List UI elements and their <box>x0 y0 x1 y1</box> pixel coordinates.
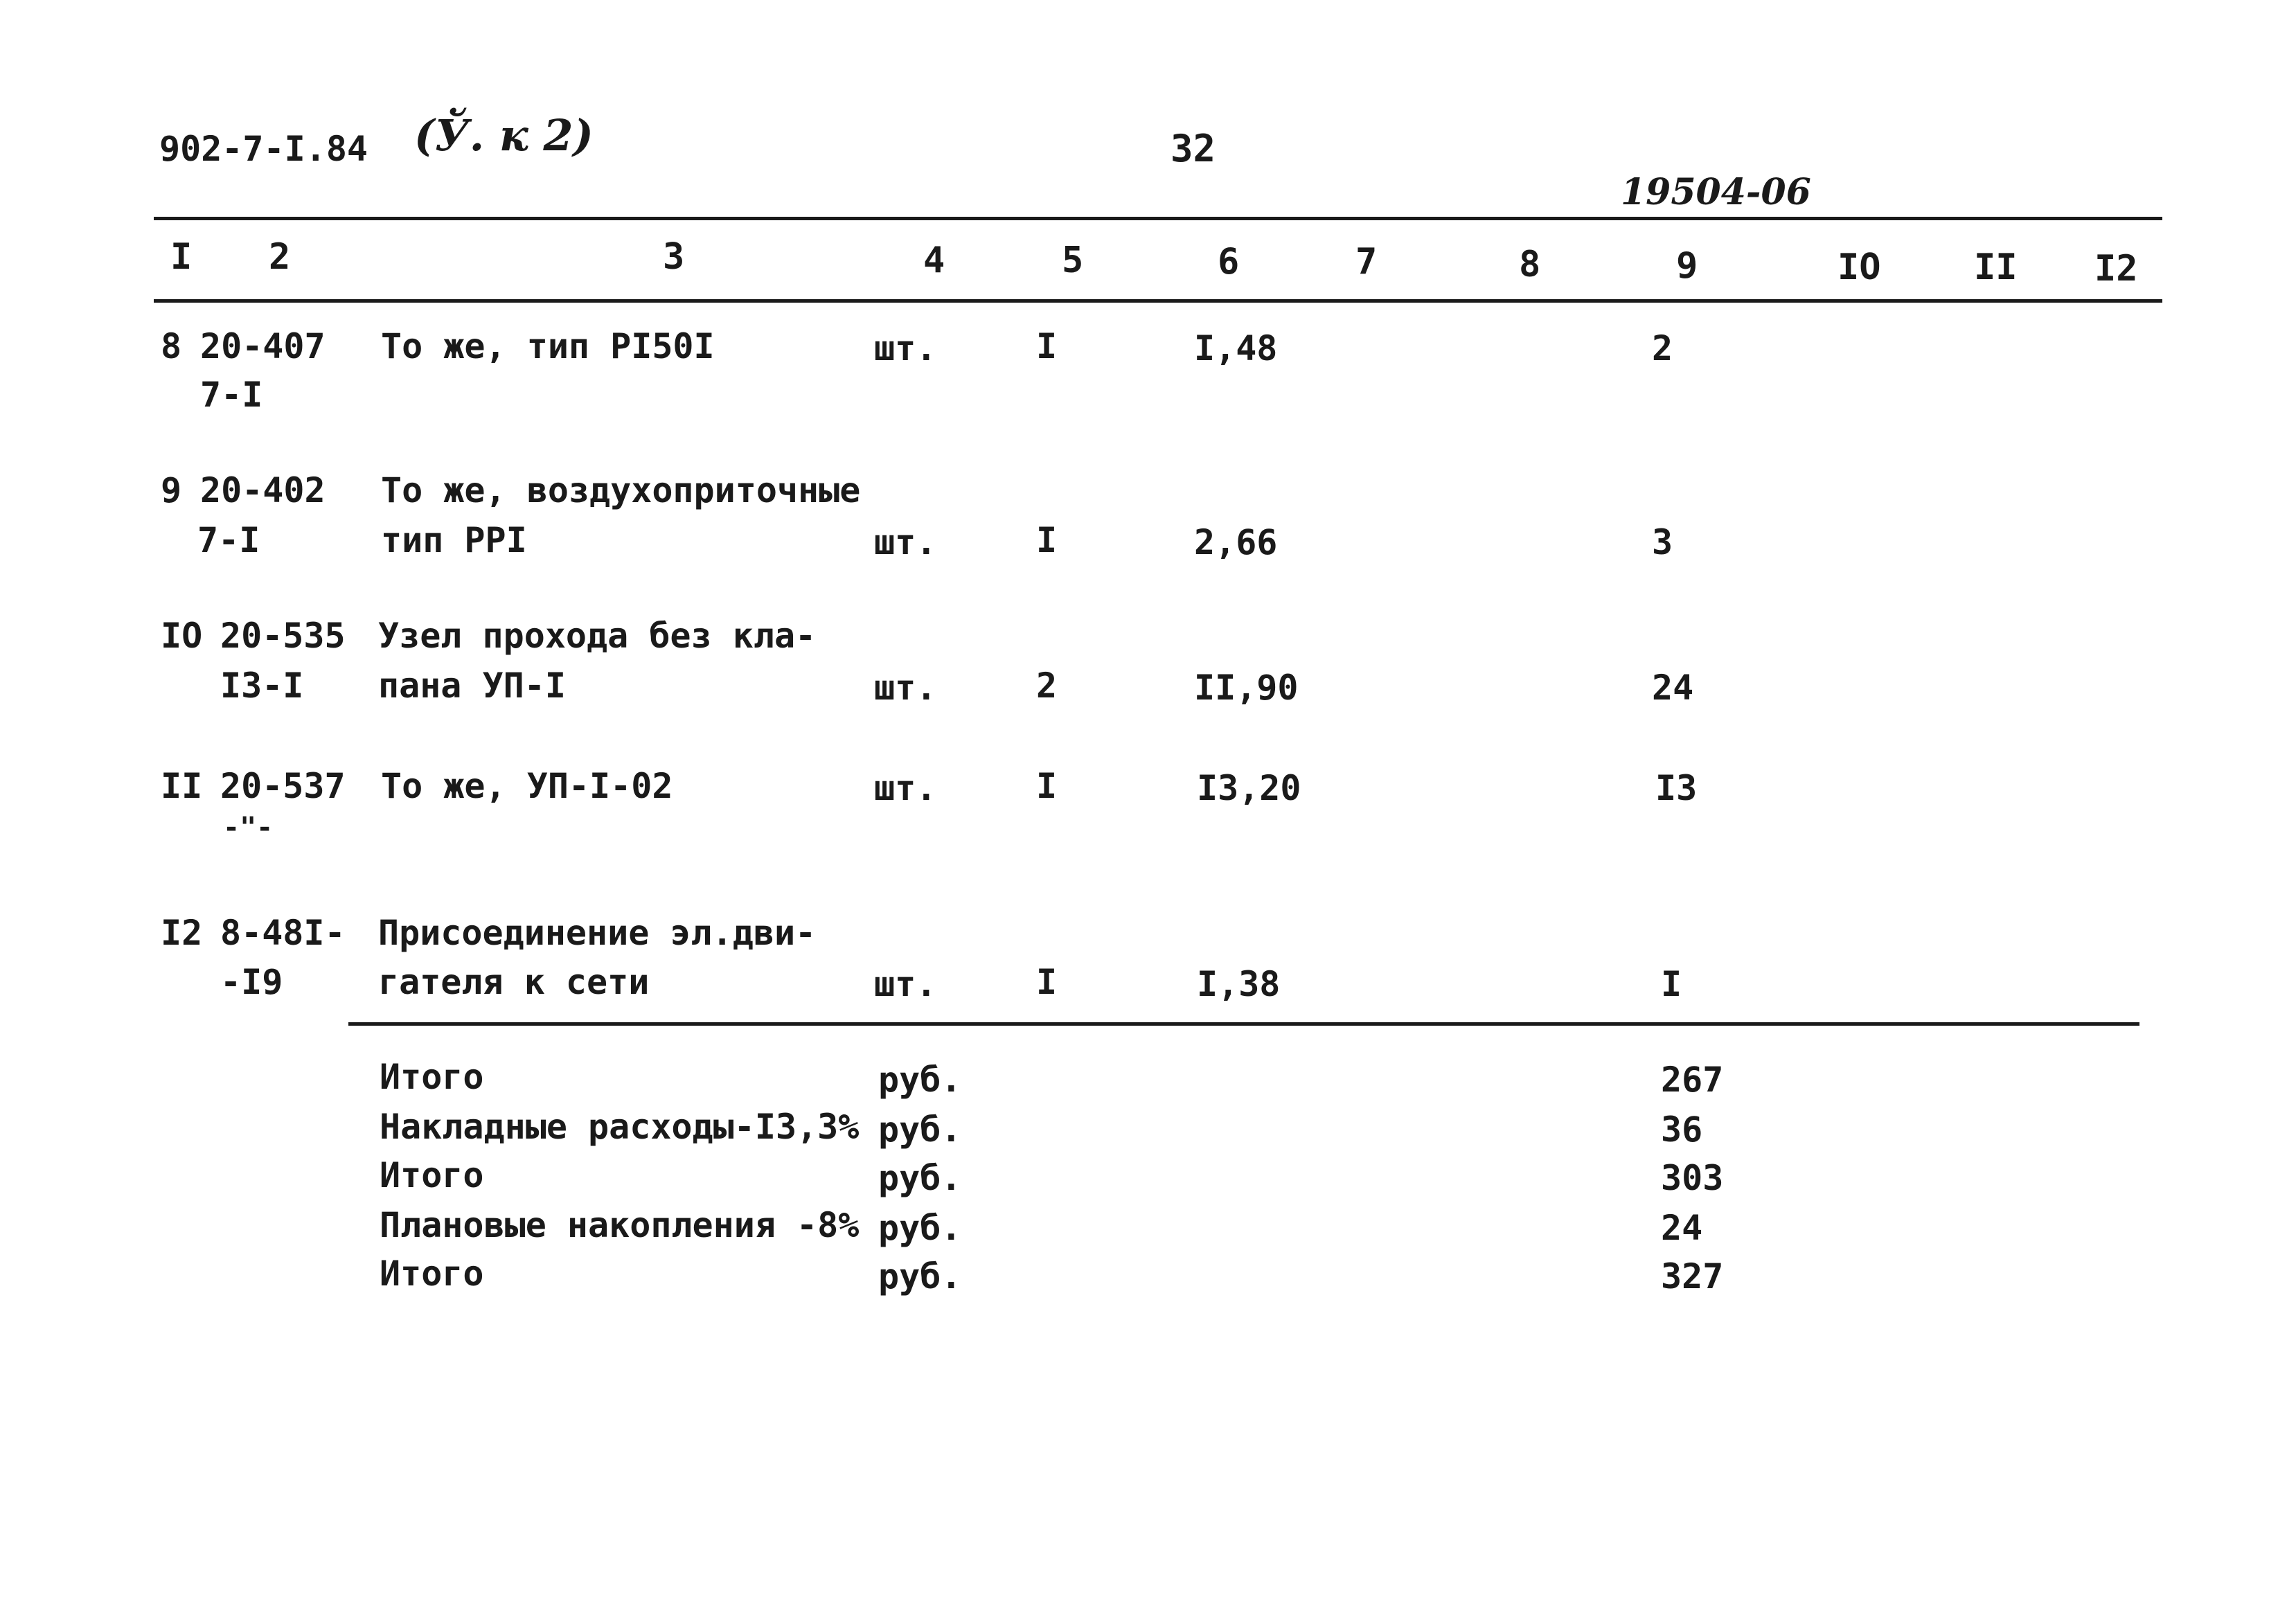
row-description: Узел прохода без кла- <box>378 616 817 656</box>
summary-unit: руб. <box>878 1158 962 1198</box>
column-header-4: 4 <box>923 240 945 281</box>
row-price: I3,20 <box>1197 768 1301 808</box>
summary-value: 267 <box>1661 1060 1724 1100</box>
row-description: Присоединение эл.дви- <box>378 913 817 953</box>
row-number: IO <box>161 616 203 656</box>
row-code: 7-I <box>197 520 260 560</box>
summary-label: Плановые накопления -8% <box>380 1205 860 1245</box>
summary-unit: руб. <box>878 1256 962 1296</box>
row-total: 3 <box>1652 522 1673 562</box>
column-header-9: 9 <box>1676 245 1698 287</box>
row-code: 20-407 <box>200 326 326 366</box>
summary-value: 327 <box>1661 1256 1724 1296</box>
column-header-2: 2 <box>269 236 291 278</box>
page-number: 32 <box>1171 127 1216 170</box>
row-quantity: I <box>1036 962 1058 1002</box>
row-description: тип PPI <box>381 520 527 560</box>
row-code: 7-I <box>200 375 263 415</box>
summary-unit: руб. <box>878 1110 962 1150</box>
row-description: То же, тип PI50I <box>381 326 715 366</box>
column-header-8: 8 <box>1519 244 1541 285</box>
column-header-3: 3 <box>663 236 685 278</box>
row-unit: шт. <box>874 522 937 562</box>
row-code: 8-48I- <box>220 913 346 953</box>
row-description: гателя к сети <box>378 962 650 1002</box>
column-header-10: IO <box>1837 247 1881 288</box>
row-description: То же, воздухоприточные <box>381 470 861 510</box>
row-description: пана УП-I <box>378 666 566 706</box>
column-header-7: 7 <box>1355 241 1378 283</box>
row-total: 24 <box>1652 668 1694 708</box>
table-top-rule <box>154 217 2162 220</box>
column-header-6: 6 <box>1218 241 1240 283</box>
summary-label: Итого <box>380 1057 484 1097</box>
row-total: 2 <box>1652 328 1673 368</box>
row-code: 20-402 <box>200 470 326 510</box>
row-quantity: 2 <box>1036 666 1058 706</box>
row-unit: шт. <box>874 964 937 1004</box>
volume-note: (Ў. к 2) <box>414 110 594 161</box>
row-quantity: I <box>1036 326 1058 366</box>
row-quantity: I <box>1036 766 1058 806</box>
row-description: То же, УП-I-02 <box>381 766 673 806</box>
summary-label: Итого <box>380 1254 484 1294</box>
row-unit: шт. <box>874 768 937 808</box>
summary-unit: руб. <box>878 1060 962 1100</box>
column-header-12: I2 <box>2094 248 2138 289</box>
summary-value: 36 <box>1661 1110 1703 1150</box>
row-code: I3-I <box>220 666 304 706</box>
header-bottom-rule <box>154 299 2162 303</box>
summary-label: Итого <box>380 1155 484 1195</box>
row-total: I <box>1661 964 1682 1004</box>
row-number: 9 <box>161 470 182 510</box>
column-header-1: I <box>170 236 193 278</box>
row-quantity: I <box>1036 520 1058 560</box>
row-number: I2 <box>161 913 203 953</box>
row-code: -"- <box>223 812 274 844</box>
summary-label: Накладные расходы-I3,3% <box>380 1107 860 1147</box>
inventory-number: 19504-06 <box>1621 171 1811 213</box>
row-price: I,38 <box>1197 964 1281 1004</box>
summary-value: 303 <box>1661 1158 1724 1198</box>
row-unit: шт. <box>874 668 937 708</box>
summary-value: 24 <box>1661 1208 1703 1248</box>
row-number: II <box>161 766 203 806</box>
summary-rule <box>348 1022 2139 1026</box>
summary-unit: руб. <box>878 1208 962 1248</box>
document-code: 902-7-I.84 <box>159 129 368 169</box>
row-unit: шт. <box>874 328 937 368</box>
row-price: II,90 <box>1194 668 1299 708</box>
row-code: -I9 <box>220 962 283 1002</box>
row-price: 2,66 <box>1194 522 1278 562</box>
row-total: I3 <box>1655 768 1698 808</box>
row-number: 8 <box>161 326 182 366</box>
row-price: I,48 <box>1194 328 1278 368</box>
column-header-11: II <box>1974 247 2018 288</box>
row-code: 20-537 <box>220 766 346 806</box>
row-code: 20-535 <box>220 616 346 656</box>
column-header-5: 5 <box>1062 240 1084 281</box>
